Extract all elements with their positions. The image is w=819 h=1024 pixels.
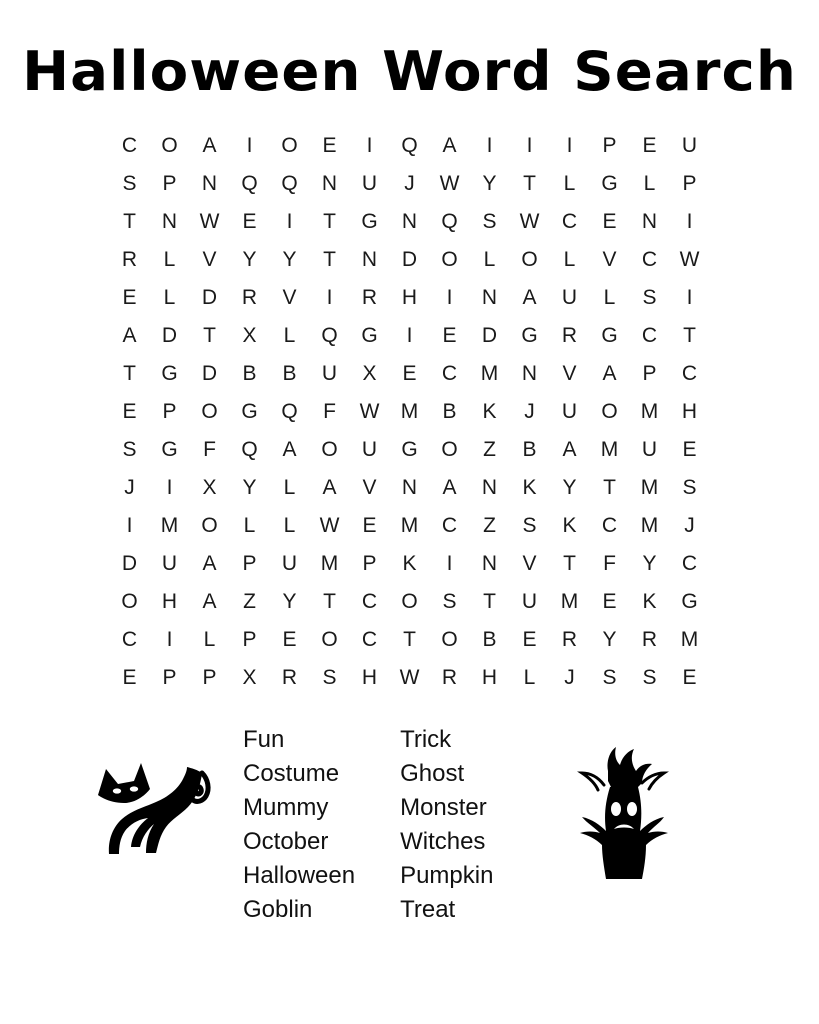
grid-cell[interactable]: S	[522, 513, 537, 537]
grid-cell[interactable]: N	[481, 475, 498, 499]
grid-cell[interactable]: C	[641, 247, 658, 271]
grid-cell[interactable]: X	[242, 665, 257, 689]
grid-cell[interactable]: M	[640, 513, 659, 537]
grid-row	[110, 355, 710, 393]
grid-cell[interactable]: G	[241, 399, 258, 423]
grid-cell[interactable]: M	[480, 361, 499, 385]
grid-cell[interactable]: J	[684, 513, 695, 537]
grid-cell[interactable]: S	[642, 285, 657, 309]
grid-cell[interactable]: J	[524, 399, 535, 423]
grid-cell[interactable]: L	[643, 171, 656, 195]
grid-cell[interactable]: E	[282, 627, 297, 651]
grid-cell[interactable]: A	[562, 437, 577, 461]
grid-cell[interactable]: U	[561, 399, 578, 423]
grid-cell[interactable]: E	[402, 361, 417, 385]
grid-cell[interactable]: J	[564, 665, 575, 689]
grid-cell[interactable]: L	[283, 513, 296, 537]
grid-cell[interactable]: W	[519, 209, 540, 233]
grid-cell[interactable]: N	[161, 209, 178, 233]
grid-cell[interactable]: N	[321, 171, 338, 195]
grid-cell[interactable]: P	[162, 399, 177, 423]
word-item[interactable]: Goblin	[243, 895, 313, 923]
grid-cell[interactable]: P	[642, 361, 657, 385]
grid-cell[interactable]: R	[641, 627, 658, 651]
grid-cell[interactable]: Y	[642, 551, 657, 575]
word-item[interactable]: Fun	[243, 725, 285, 753]
grid-cell[interactable]: I	[406, 323, 413, 347]
grid-cell[interactable]: V	[602, 247, 617, 271]
grid-cell[interactable]: O	[441, 437, 458, 461]
grid-cell[interactable]: X	[242, 323, 257, 347]
grid-cell[interactable]: U	[641, 437, 658, 461]
grid-cell[interactable]: R	[121, 247, 138, 271]
page-title: Halloween Word Search	[22, 40, 797, 103]
grid-cell[interactable]: Q	[281, 399, 298, 423]
grid-cell[interactable]: M	[400, 513, 419, 537]
grid-cell[interactable]: I	[366, 133, 373, 157]
grid-cell[interactable]: D	[201, 361, 218, 385]
grid-cell[interactable]: W	[439, 171, 460, 195]
grid-cell[interactable]: I	[566, 133, 573, 157]
grid-cell[interactable]: Q	[441, 209, 458, 233]
grid-cell[interactable]: L	[203, 627, 216, 651]
grid-cell[interactable]: O	[441, 627, 458, 651]
grid-cell[interactable]: L	[283, 475, 296, 499]
grid-cell[interactable]: O	[601, 399, 618, 423]
grid-cell[interactable]: I	[486, 133, 493, 157]
grid-cell[interactable]: L	[563, 171, 576, 195]
grid-row	[110, 583, 710, 621]
grid-row	[110, 621, 710, 659]
grid-cell[interactable]: R	[561, 323, 578, 347]
grid-cell[interactable]: S	[442, 589, 457, 613]
grid-cell[interactable]: C	[601, 513, 618, 537]
grid-cell[interactable]: Z	[483, 513, 496, 537]
grid-cell[interactable]: D	[481, 323, 498, 347]
grid-cell[interactable]: H	[401, 285, 418, 309]
grid-cell[interactable]: E	[682, 437, 697, 461]
grid-cell[interactable]: O	[441, 247, 458, 271]
grid-cell[interactable]: I	[686, 209, 693, 233]
grid-cell[interactable]: O	[401, 589, 418, 613]
word-item[interactable]: Costume	[243, 759, 340, 787]
grid-cell[interactable]: Z	[483, 437, 496, 461]
grid-cell[interactable]: R	[441, 665, 458, 689]
grid-cell[interactable]: B	[282, 361, 297, 385]
spooky-tree-icon	[556, 743, 686, 883]
grid-cell[interactable]: S	[682, 475, 697, 499]
grid-cell[interactable]: A	[202, 133, 217, 157]
grid-cell[interactable]: F	[323, 399, 336, 423]
grid-cell[interactable]: A	[322, 475, 337, 499]
grid-cell[interactable]: P	[162, 171, 177, 195]
grid-cell[interactable]: M	[320, 551, 339, 575]
grid-cell[interactable]: S	[322, 665, 337, 689]
grid-cell[interactable]: B	[242, 361, 257, 385]
grid-row	[110, 127, 710, 165]
grid-cell[interactable]: M	[640, 475, 659, 499]
grid-cell[interactable]: B	[442, 399, 457, 423]
grid-cell[interactable]: Y	[282, 589, 297, 613]
grid-cell[interactable]: P	[162, 665, 177, 689]
grid-cell[interactable]: D	[201, 285, 218, 309]
grid-cell[interactable]: G	[521, 323, 538, 347]
grid-cell[interactable]: L	[483, 247, 496, 271]
grid-cell[interactable]: O	[281, 133, 298, 157]
grid-cell[interactable]: T	[323, 247, 336, 271]
grid-cell[interactable]: K	[642, 589, 657, 613]
grid-cell[interactable]: E	[242, 209, 257, 233]
word-item[interactable]: Monster	[400, 793, 487, 821]
grid-row	[110, 241, 710, 279]
grid-cell[interactable]: E	[522, 627, 537, 651]
grid-row	[110, 203, 710, 241]
grid-cell[interactable]: Z	[243, 589, 256, 613]
grid-row	[110, 545, 710, 583]
grid-cell[interactable]: G	[401, 437, 418, 461]
grid-cell[interactable]: C	[121, 133, 138, 157]
grid-cell[interactable]: S	[122, 171, 137, 195]
grid-cell[interactable]: R	[281, 665, 298, 689]
grid-cell[interactable]: C	[641, 323, 658, 347]
grid-cell[interactable]: L	[163, 247, 176, 271]
grid-cell[interactable]: I	[126, 513, 133, 537]
grid-cell[interactable]: V	[282, 285, 297, 309]
word-item[interactable]: Mummy	[243, 793, 329, 821]
grid-cell[interactable]: T	[403, 627, 416, 651]
grid-cell[interactable]: I	[446, 551, 453, 575]
grid-cell[interactable]: L	[603, 285, 616, 309]
grid-cell[interactable]: J	[404, 171, 415, 195]
black-cat-icon	[84, 751, 224, 871]
grid-cell[interactable]: K	[402, 551, 417, 575]
grid-cell[interactable]: T	[563, 551, 576, 575]
grid-cell[interactable]: U	[361, 437, 378, 461]
grid-row	[110, 165, 710, 203]
grid-cell[interactable]: I	[446, 285, 453, 309]
grid-cell[interactable]: I	[526, 133, 533, 157]
word-item[interactable]: Treat	[400, 895, 456, 923]
word-item[interactable]: Trick	[400, 725, 452, 753]
word-list-column-1	[243, 723, 355, 927]
grid-cell[interactable]: Q	[281, 171, 298, 195]
grid-cell[interactable]: M	[560, 589, 579, 613]
grid-cell[interactable]: M	[400, 399, 419, 423]
word-search-grid	[110, 127, 710, 697]
grid-cell[interactable]: F	[203, 437, 216, 461]
grid-cell[interactable]: E	[122, 285, 137, 309]
grid-cell[interactable]: E	[642, 133, 657, 157]
grid-cell[interactable]: N	[481, 285, 498, 309]
grid-cell[interactable]: O	[521, 247, 538, 271]
grid-cell[interactable]: M	[160, 513, 179, 537]
grid-cell[interactable]: L	[563, 247, 576, 271]
grid-cell[interactable]: M	[640, 399, 659, 423]
grid-cell[interactable]: A	[442, 475, 457, 499]
grid-row	[110, 393, 710, 431]
grid-cell[interactable]: N	[401, 475, 418, 499]
grid-cell[interactable]: A	[602, 361, 617, 385]
grid-cell[interactable]: C	[441, 361, 458, 385]
grid-cell[interactable]: A	[522, 285, 537, 309]
grid-cell[interactable]: I	[286, 209, 293, 233]
grid-cell[interactable]: Y	[242, 475, 257, 499]
grid-cell[interactable]: Q	[401, 133, 418, 157]
grid-cell[interactable]: A	[202, 551, 217, 575]
grid-cell[interactable]: P	[242, 627, 257, 651]
grid-cell[interactable]: Q	[241, 437, 258, 461]
grid-cell[interactable]: E	[122, 399, 137, 423]
grid-cell[interactable]: V	[202, 247, 217, 271]
grid-cell[interactable]: T	[683, 323, 696, 347]
grid-cell[interactable]: L	[283, 323, 296, 347]
grid-cell[interactable]: T	[323, 589, 336, 613]
grid-cell[interactable]: U	[521, 589, 538, 613]
grid-cell[interactable]: B	[482, 627, 497, 651]
grid-cell[interactable]: H	[481, 665, 498, 689]
word-item[interactable]: October	[243, 827, 329, 855]
grid-cell[interactable]: E	[322, 133, 337, 157]
grid-cell[interactable]: L	[523, 665, 536, 689]
grid-cell[interactable]: X	[362, 361, 377, 385]
grid-cell[interactable]: T	[123, 361, 136, 385]
grid-row	[110, 507, 710, 545]
word-item[interactable]: Pumpkin	[400, 861, 494, 889]
grid-cell[interactable]: T	[323, 209, 336, 233]
grid-cell[interactable]: L	[163, 285, 176, 309]
grid-cell[interactable]: W	[359, 399, 380, 423]
grid-cell[interactable]: R	[561, 627, 578, 651]
grid-cell[interactable]: S	[122, 437, 137, 461]
grid-cell[interactable]: T	[603, 475, 616, 499]
grid-cell[interactable]: Q	[321, 323, 338, 347]
grid-cell[interactable]: V	[362, 475, 377, 499]
grid-cell[interactable]: E	[682, 665, 697, 689]
grid-cell[interactable]: N	[521, 361, 538, 385]
grid-row	[110, 659, 710, 697]
grid-row	[110, 469, 710, 507]
grid-cell[interactable]: L	[243, 513, 256, 537]
grid-cell[interactable]: E	[442, 323, 457, 347]
grid-cell[interactable]: C	[121, 627, 138, 651]
grid-cell[interactable]: B	[522, 437, 537, 461]
word-item[interactable]: Ghost	[400, 759, 465, 787]
grid-row	[110, 431, 710, 469]
grid-cell[interactable]: N	[481, 551, 498, 575]
grid-cell[interactable]: O	[121, 589, 138, 613]
grid-cell[interactable]: U	[361, 171, 378, 195]
grid-cell[interactable]: D	[121, 551, 138, 575]
grid-cell[interactable]: C	[681, 361, 698, 385]
grid-cell[interactable]: E	[602, 209, 617, 233]
grid-cell[interactable]: E	[122, 665, 137, 689]
grid-cell[interactable]: G	[601, 171, 618, 195]
grid-cell[interactable]: I	[246, 133, 253, 157]
grid-cell[interactable]: C	[361, 627, 378, 651]
grid-cell[interactable]: A	[282, 437, 297, 461]
grid-cell[interactable]: G	[161, 437, 178, 461]
grid-cell[interactable]: S	[642, 665, 657, 689]
grid-cell[interactable]: U	[561, 285, 578, 309]
grid-cell[interactable]: A	[122, 323, 137, 347]
grid-cell[interactable]: V	[562, 361, 577, 385]
grid-cell[interactable]: W	[319, 513, 340, 537]
grid-cell[interactable]: O	[321, 437, 338, 461]
grid-cell[interactable]: P	[202, 665, 217, 689]
grid-cell[interactable]: T	[203, 323, 216, 347]
grid-cell[interactable]: G	[361, 323, 378, 347]
worksheet-footer	[0, 723, 819, 973]
grid-cell[interactable]: G	[361, 209, 378, 233]
word-list-column-2	[400, 723, 493, 927]
grid-cell[interactable]: Y	[562, 475, 577, 499]
grid-cell[interactable]: G	[681, 589, 698, 613]
grid-cell[interactable]: W	[679, 247, 700, 271]
grid-cell[interactable]: N	[201, 171, 218, 195]
grid-cell[interactable]: I	[686, 285, 693, 309]
grid-cell[interactable]: S	[482, 209, 497, 233]
grid-cell[interactable]: F	[603, 551, 616, 575]
grid-cell[interactable]: M	[600, 437, 619, 461]
grid-cell[interactable]: E	[362, 513, 377, 537]
grid-cell[interactable]: O	[201, 513, 218, 537]
grid-cell[interactable]: Y	[242, 247, 257, 271]
grid-cell[interactable]: T	[523, 171, 536, 195]
grid-cell[interactable]: Y	[282, 247, 297, 271]
grid-cell[interactable]: H	[681, 399, 698, 423]
grid-cell[interactable]: Q	[241, 171, 258, 195]
grid-cell[interactable]: G	[161, 361, 178, 385]
grid-cell[interactable]: C	[441, 513, 458, 537]
grid-cell[interactable]: D	[161, 323, 178, 347]
grid-cell[interactable]: I	[166, 475, 173, 499]
grid-cell[interactable]: R	[361, 285, 378, 309]
grid-cell[interactable]: Y	[602, 627, 617, 651]
grid-cell[interactable]: E	[602, 589, 617, 613]
grid-cell[interactable]: X	[202, 475, 217, 499]
grid-cell[interactable]: P	[242, 551, 257, 575]
grid-cell[interactable]: P	[602, 133, 617, 157]
grid-cell[interactable]: P	[682, 171, 697, 195]
grid-cell[interactable]: H	[361, 665, 378, 689]
grid-cell[interactable]: I	[166, 627, 173, 651]
grid-cell[interactable]: J	[124, 475, 135, 499]
grid-cell[interactable]: N	[361, 247, 378, 271]
grid-cell[interactable]: T	[483, 589, 496, 613]
grid-cell[interactable]: O	[161, 133, 178, 157]
grid-cell[interactable]: K	[482, 399, 497, 423]
grid-cell[interactable]: T	[123, 209, 136, 233]
grid-cell[interactable]: Y	[482, 171, 497, 195]
grid-body	[110, 127, 710, 697]
grid-cell[interactable]: H	[161, 589, 178, 613]
grid-cell[interactable]: A	[442, 133, 457, 157]
grid-cell[interactable]: M	[680, 627, 699, 651]
grid-cell[interactable]: V	[522, 551, 537, 575]
word-search-grid-container	[0, 127, 819, 697]
word-item[interactable]: Halloween	[243, 861, 356, 889]
grid-cell[interactable]: U	[321, 361, 338, 385]
grid-cell[interactable]: U	[161, 551, 178, 575]
grid-cell[interactable]: D	[401, 247, 418, 271]
grid-cell[interactable]: G	[601, 323, 618, 347]
grid-cell[interactable]: N	[401, 209, 418, 233]
grid-cell[interactable]: S	[602, 665, 617, 689]
grid-row	[110, 317, 710, 355]
grid-cell[interactable]: A	[202, 589, 217, 613]
grid-cell[interactable]: O	[201, 399, 218, 423]
grid-row	[110, 279, 710, 317]
grid-cell[interactable]: I	[326, 285, 333, 309]
grid-cell[interactable]: W	[199, 209, 220, 233]
grid-cell[interactable]: K	[522, 475, 537, 499]
grid-cell[interactable]: P	[362, 551, 377, 575]
word-item[interactable]: Witches	[400, 827, 486, 855]
grid-cell[interactable]: W	[399, 665, 420, 689]
grid-cell[interactable]: C	[681, 551, 698, 575]
grid-cell[interactable]: N	[641, 209, 658, 233]
grid-cell[interactable]: K	[562, 513, 577, 537]
grid-cell[interactable]: R	[241, 285, 258, 309]
grid-cell[interactable]: O	[321, 627, 338, 651]
word-list	[243, 723, 493, 927]
grid-cell[interactable]: U	[681, 133, 698, 157]
grid-cell[interactable]: U	[281, 551, 298, 575]
grid-cell[interactable]: C	[561, 209, 578, 233]
grid-cell[interactable]: C	[361, 589, 378, 613]
